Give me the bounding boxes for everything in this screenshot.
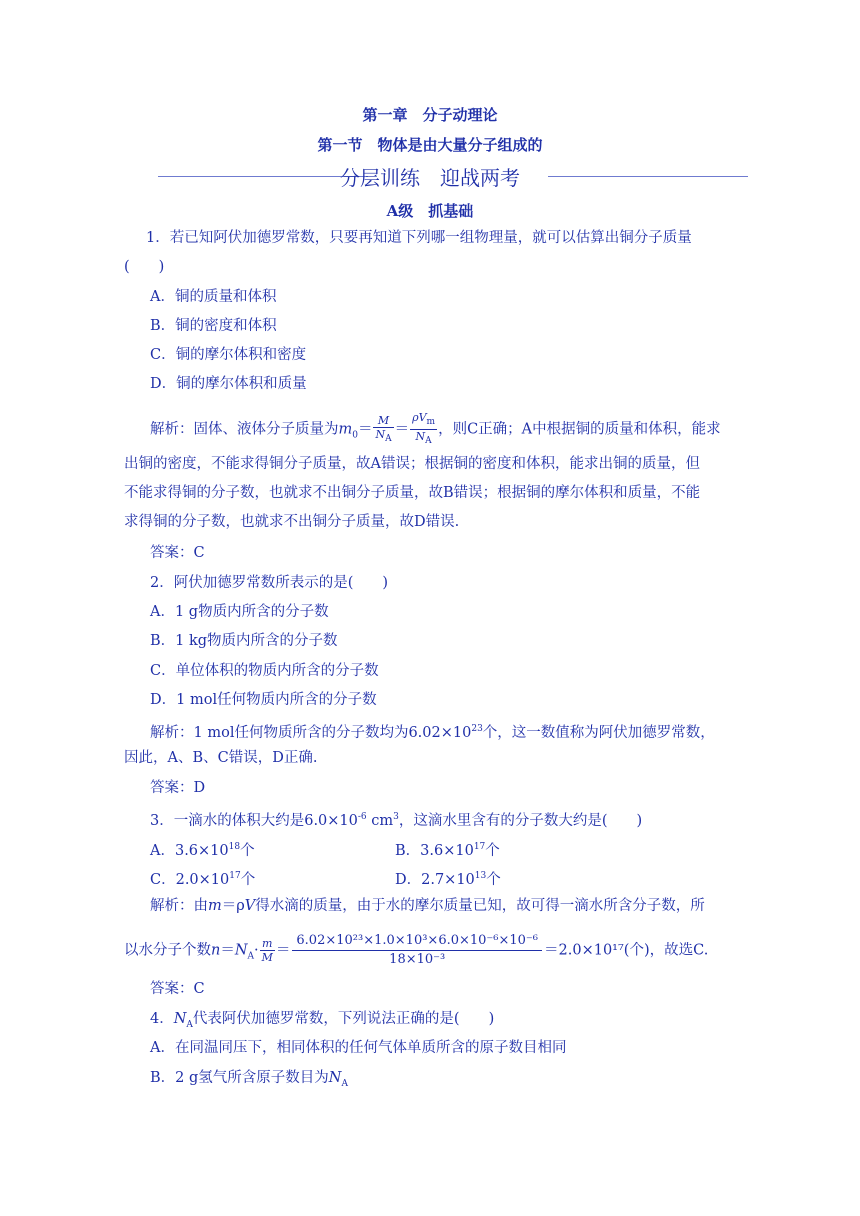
q3-option-d — [395, 866, 501, 890]
chapter-title: 第一章 分子动理论 — [362, 106, 498, 124]
q4-stem-na: N — [173, 1011, 187, 1027]
q3-option-b-unit: 个 — [485, 842, 500, 859]
q1-stem-line1: 1．若已知阿伏加德罗常数，只要再知道下列哪一组物理量，就可以估算出铜分子质量 — [146, 230, 692, 246]
q1-eq2: ＝ — [394, 421, 410, 438]
q3-l2-fden: M — [261, 951, 273, 964]
q3-l2-eq: ＝ — [220, 942, 235, 959]
level-title: A级 抓基础 — [386, 202, 474, 220]
q3-l2-na-sub: A — [247, 951, 255, 962]
q3-analysis-b: 得水滴的质量，由于水的摩尔质量已知，故可得一滴水所含分子数，所 — [255, 898, 705, 914]
q3-analysis-v: V — [244, 898, 256, 914]
q2-option-a: A．1 g物质内所含的分子数 — [150, 604, 329, 620]
q3-stem-a: 3．一滴水的体积大约是6.0×10 — [150, 812, 358, 829]
q1-f1-den-sub: A — [385, 433, 392, 444]
q3-l2-n: n — [211, 942, 221, 959]
q3-option-a-unit: 个 — [240, 842, 255, 859]
q3-option-d-sup: 13 — [474, 871, 487, 881]
q4-stem-prefix: 4． — [150, 1011, 174, 1027]
q1-f2-num-sub: m — [426, 417, 436, 428]
section-title: 第一节 物体是由大量分子组成的 — [317, 136, 543, 154]
q1-f1-den: N — [375, 427, 386, 441]
q1-m0: m — [338, 421, 353, 438]
q1-m0-sub: 0 — [352, 430, 358, 441]
q1-fraction-rho-vm-na — [410, 411, 437, 448]
q4-stem-text: 代表阿伏加德罗常数，下列说法正确的是( ) — [192, 1011, 495, 1027]
q1-option-b: B．铜的密度和体积 — [150, 318, 277, 334]
q3-option-b — [395, 837, 500, 861]
q3-analysis-line1 — [150, 896, 705, 916]
q3-l2-na: N — [234, 942, 248, 959]
q3-fraction-m-over-M — [260, 937, 275, 964]
q3-l2-prefix: 以水分子个数 — [124, 942, 211, 959]
q3-option-a-text: A．3.6×10 — [150, 842, 229, 859]
q3-analysis-eq: ＝ρ — [221, 898, 245, 914]
q4-option-b-na: N — [328, 1070, 342, 1086]
q1-eq1: ＝ — [357, 421, 373, 438]
q1-analysis-line2: 出铜的密度，不能求得铜分子质量，故A错误；根据铜的密度和体积，能求出铜的质量，但 — [124, 456, 700, 472]
q3-stem-b: cm — [366, 812, 394, 829]
q3-analysis-line2 — [124, 932, 708, 969]
q3-l2-result: ＝2.0×10¹⁷(个)，故选C. — [544, 942, 709, 959]
q3-option-a-sup: 18 — [228, 842, 241, 852]
q3-option-c-sup: 17 — [229, 871, 241, 881]
q3-option-a — [150, 837, 255, 861]
q1-analysis-suffix: ，则C正确；A中根据铜的质量和体积，能求 — [438, 421, 721, 438]
q3-l2-dot: · — [254, 942, 259, 959]
q3-stem — [150, 807, 642, 831]
q1-option-c: C．铜的摩尔体积和密度 — [150, 347, 307, 363]
q3-big-fraction — [292, 932, 542, 969]
q4-option-b-na-sub: A — [341, 1078, 348, 1089]
q4-stem — [150, 1009, 494, 1035]
q3-option-c-unit: 个 — [240, 871, 256, 888]
q1-stem-line2: ( ) — [124, 259, 165, 275]
q3-option-c-text: C．2.0×10 — [150, 871, 230, 888]
q2-stem: 2．阿伏加德罗常数所表示的是( ) — [150, 575, 389, 591]
q1-f2-den-sub: A — [425, 436, 432, 447]
q1-f2-den: N — [415, 430, 426, 444]
q1-answer: 答案：C — [150, 545, 205, 561]
q3-big-num: 6.02×10²³×1.0×10³×6.0×10⁻⁶×10⁻⁶ — [292, 932, 542, 951]
q1-fraction-m-na — [373, 414, 393, 446]
q3-option-d-unit: 个 — [486, 871, 501, 888]
q2-analysis-a: 解析：1 mol任何物质所含的分子数均为6.02×10 — [150, 724, 472, 741]
q2-option-c: C．单位体积的物质内所含的分子数 — [150, 663, 379, 679]
q1-analysis-prefix: 解析：固体、液体分子质量为 — [150, 421, 339, 438]
q1-f1-num: M — [377, 413, 390, 427]
q3-option-c — [150, 866, 255, 890]
q4-stem-na-sub: A — [186, 1019, 193, 1030]
q3-option-b-text: B．3.6×10 — [395, 842, 474, 859]
q3-l2-eq2: ＝ — [275, 942, 291, 959]
q1-option-a: A．铜的质量和体积 — [150, 289, 277, 305]
q2-analysis-b: 个，这一数值称为阿伏加德罗常数， — [482, 724, 715, 741]
q2-analysis-sup: 23 — [471, 724, 483, 734]
banner-title: 分层训练 迎战两考 — [340, 166, 520, 190]
q1-analysis-line3: 不能求得铜的分子数，也就求不出铜分子质量，故B错误；根据铜的摩尔体积和质量，不能 — [124, 485, 701, 501]
q1-f2-num: ρV — [412, 411, 427, 424]
q2-option-b: B．1 kg物质内所含的分子数 — [150, 633, 338, 649]
q1-analysis-line4: 求得铜的分子数，也就求不出铜分子质量，故D错误. — [124, 514, 460, 530]
q3-option-d-text: D．2.7×10 — [395, 871, 475, 888]
q3-big-den: 18×10⁻³ — [389, 952, 446, 967]
q1-option-d: D．铜的摩尔体积和质量 — [150, 376, 307, 392]
q4-option-a: A．在同温同压下，相同体积的任何气体单质所含的原子数目相同 — [150, 1040, 567, 1056]
q2-answer: 答案：D — [150, 780, 206, 796]
q3-l2-fnum: m — [262, 937, 273, 950]
q3-option-b-sup: 17 — [473, 842, 486, 852]
q4-option-b-text: B．2 g氢气所含原子数目为 — [150, 1070, 329, 1086]
q2-option-d: D．1 mol任何物质内所含的分子数 — [150, 692, 377, 708]
q3-stem-sup1: -6 — [357, 812, 367, 822]
q1-analysis-line1 — [150, 411, 721, 448]
q3-answer: 答案：C — [150, 981, 205, 997]
q3-analysis-m: m — [208, 898, 222, 914]
q3-stem-c: ，这滴水里含有的分子数大约是( ) — [398, 812, 643, 829]
q3-stem-sup2: 3 — [393, 812, 399, 822]
q2-analysis-line2: 因此，A、B、C错误，D正确. — [124, 750, 318, 766]
q3-analysis-a: 解析：由 — [150, 898, 208, 914]
q2-analysis-line1 — [150, 719, 715, 743]
q4-option-b — [150, 1068, 348, 1094]
